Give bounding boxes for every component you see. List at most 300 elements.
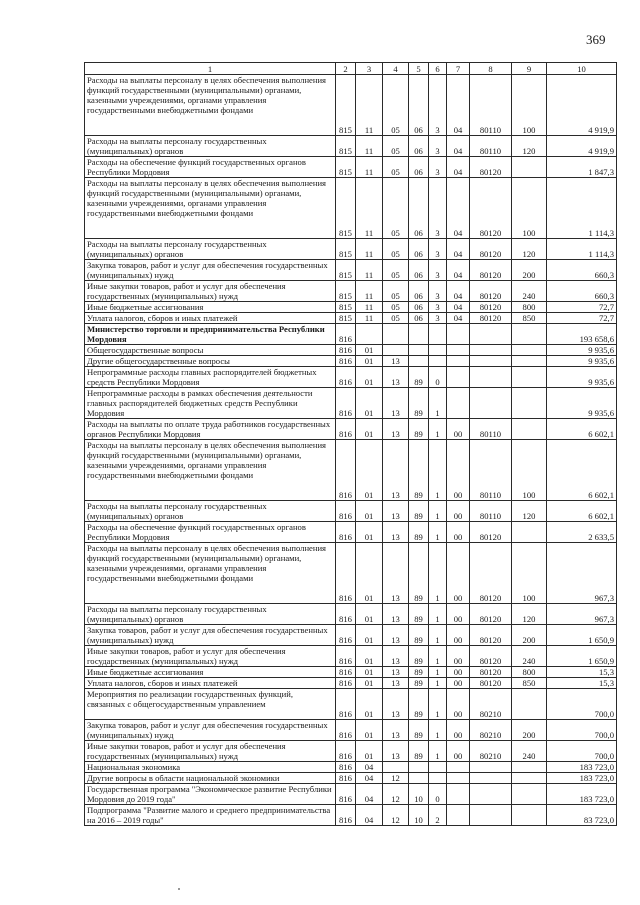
expense-name-cell: Уплата налогов, сборов и иных платежей xyxy=(85,313,336,324)
amount-cell: 2 633,5 xyxy=(547,522,617,543)
direction-code-cell xyxy=(470,784,512,805)
section-cell: 01 xyxy=(356,419,383,440)
section-cell: 11 xyxy=(356,75,383,136)
amount-cell: 700,0 xyxy=(547,720,617,741)
column-header: 5 xyxy=(409,63,429,75)
expense-type-cell xyxy=(512,356,547,367)
program-cell: 06 xyxy=(409,178,429,239)
section-cell: 01 xyxy=(356,678,383,689)
subprogram-cell: 1 xyxy=(429,419,447,440)
program-cell: 89 xyxy=(409,604,429,625)
table-row xyxy=(85,367,617,388)
subsection-cell: 13 xyxy=(383,501,409,522)
section-cell: 11 xyxy=(356,136,383,157)
direction-code-cell: 80120 xyxy=(470,313,512,324)
expense-type-cell: 100 xyxy=(512,75,547,136)
subprogram-cell: 3 xyxy=(429,157,447,178)
amount-cell: 1 847,3 xyxy=(547,157,617,178)
expense-type-cell xyxy=(512,522,547,543)
program-cell: 89 xyxy=(409,501,429,522)
program-cell: 10 xyxy=(409,784,429,805)
subprogram-cell xyxy=(429,773,447,784)
program-cell: 89 xyxy=(409,367,429,388)
page-number: 369 xyxy=(586,32,606,47)
section-cell xyxy=(356,324,383,345)
ministry-code-cell: 815 xyxy=(336,260,356,281)
expense-type-cell: 200 xyxy=(512,625,547,646)
subprogram-cell xyxy=(429,356,447,367)
subsection-cell: 05 xyxy=(383,260,409,281)
amount-cell: 183 723,0 xyxy=(547,784,617,805)
subsection-cell: 05 xyxy=(383,136,409,157)
table-row xyxy=(85,667,617,678)
subsection-cell xyxy=(383,345,409,356)
table-row xyxy=(85,136,617,157)
expense-name-cell: Иные бюджетные ассигнования xyxy=(85,302,336,313)
amount-cell: 4 919,9 xyxy=(547,136,617,157)
expense-name-cell: Другие общегосударственные вопросы xyxy=(85,356,336,367)
program-cell: 06 xyxy=(409,302,429,313)
section-cell: 01 xyxy=(356,501,383,522)
section-cell: 11 xyxy=(356,178,383,239)
subsection-cell: 05 xyxy=(383,75,409,136)
amount-cell: 72,7 xyxy=(547,313,617,324)
event-cell: 00 xyxy=(447,419,470,440)
subprogram-cell: 3 xyxy=(429,260,447,281)
ministry-code-cell: 816 xyxy=(336,522,356,543)
expense-type-cell: 120 xyxy=(512,136,547,157)
subsection-cell: 13 xyxy=(383,356,409,367)
amount-cell: 4 919,9 xyxy=(547,75,617,136)
event-cell: 04 xyxy=(447,302,470,313)
event-cell: 00 xyxy=(447,720,470,741)
expense-name-cell: Закупка товаров, работ и услуг для обеспечения государственных (муниципальных) нужд xyxy=(85,720,336,741)
column-header: 10 xyxy=(547,63,617,75)
subsection-cell: 05 xyxy=(383,157,409,178)
section-cell: 01 xyxy=(356,345,383,356)
section-cell: 11 xyxy=(356,239,383,260)
section-cell: 11 xyxy=(356,157,383,178)
ministry-code-cell: 816 xyxy=(336,646,356,667)
subprogram-cell xyxy=(429,324,447,345)
event-cell xyxy=(447,324,470,345)
expense-name-cell: Расходы на выплаты персоналу в целях обеспечения выполнения функций государственными (муниципальными) органами, казенными учреждениями, органами управления государственными внебюджетными фондами xyxy=(85,75,336,136)
table-row xyxy=(85,302,617,313)
direction-code-cell xyxy=(470,805,512,826)
amount-cell: 700,0 xyxy=(547,741,617,762)
table-row xyxy=(85,345,617,356)
section-cell: 04 xyxy=(356,762,383,773)
program-cell xyxy=(409,773,429,784)
ministry-code-cell: 816 xyxy=(336,440,356,501)
event-cell: 00 xyxy=(447,604,470,625)
ministry-code-cell: 816 xyxy=(336,805,356,826)
event-cell: 00 xyxy=(447,625,470,646)
expense-name-cell: Министерство торговли и предпринимательства Республики Мордовия xyxy=(85,324,336,345)
section-cell: 11 xyxy=(356,302,383,313)
event-cell: 00 xyxy=(447,543,470,604)
direction-code-cell: 80210 xyxy=(470,741,512,762)
direction-code-cell: 80120 xyxy=(470,239,512,260)
subsection-cell: 13 xyxy=(383,388,409,419)
amount-cell: 183 723,0 xyxy=(547,762,617,773)
event-cell: 00 xyxy=(447,501,470,522)
ministry-code-cell: 816 xyxy=(336,543,356,604)
event-cell xyxy=(447,345,470,356)
section-cell: 01 xyxy=(356,367,383,388)
ministry-code-cell: 816 xyxy=(336,689,356,720)
ministry-code-cell: 816 xyxy=(336,625,356,646)
amount-cell: 183 723,0 xyxy=(547,773,617,784)
ministry-code-cell: 816 xyxy=(336,604,356,625)
expense-type-cell xyxy=(512,689,547,720)
subsection-cell: 13 xyxy=(383,419,409,440)
event-cell: 04 xyxy=(447,281,470,302)
table-row xyxy=(85,773,617,784)
section-cell: 04 xyxy=(356,805,383,826)
program-cell: 89 xyxy=(409,419,429,440)
program-cell: 89 xyxy=(409,667,429,678)
ministry-code-cell: 816 xyxy=(336,501,356,522)
subprogram-cell: 1 xyxy=(429,440,447,501)
subprogram-cell: 3 xyxy=(429,302,447,313)
subsection-cell xyxy=(383,324,409,345)
ministry-code-cell: 816 xyxy=(336,388,356,419)
ministry-code-cell: 816 xyxy=(336,324,356,345)
expense-type-cell xyxy=(512,388,547,419)
section-cell: 01 xyxy=(356,667,383,678)
program-cell: 89 xyxy=(409,689,429,720)
table-body xyxy=(85,75,617,826)
event-cell xyxy=(447,784,470,805)
expense-name-cell: Другие вопросы в области национальной экономики xyxy=(85,773,336,784)
table-row xyxy=(85,784,617,805)
subsection-cell: 05 xyxy=(383,313,409,324)
table-row xyxy=(85,543,617,604)
program-cell: 89 xyxy=(409,720,429,741)
expense-type-cell: 200 xyxy=(512,260,547,281)
event-cell: 00 xyxy=(447,678,470,689)
subprogram-cell: 3 xyxy=(429,178,447,239)
subprogram-cell: 1 xyxy=(429,501,447,522)
table-row xyxy=(85,440,617,501)
event-cell: 04 xyxy=(447,239,470,260)
expense-name-cell: Уплата налогов, сборов и иных платежей xyxy=(85,678,336,689)
subsection-cell: 13 xyxy=(383,720,409,741)
subsection-cell: 05 xyxy=(383,281,409,302)
section-cell: 11 xyxy=(356,260,383,281)
table-row xyxy=(85,157,617,178)
table-row xyxy=(85,762,617,773)
table-row xyxy=(85,239,617,260)
expense-name-cell: Национальная экономика xyxy=(85,762,336,773)
subprogram-cell: 1 xyxy=(429,522,447,543)
program-cell: 89 xyxy=(409,741,429,762)
amount-cell: 9 935,6 xyxy=(547,367,617,388)
subprogram-cell: 1 xyxy=(429,678,447,689)
event-cell xyxy=(447,367,470,388)
direction-code-cell xyxy=(470,356,512,367)
program-cell: 06 xyxy=(409,281,429,302)
subprogram-cell: 3 xyxy=(429,136,447,157)
program-cell: 06 xyxy=(409,260,429,281)
table-row xyxy=(85,604,617,625)
expense-name-cell: Общегосударственные вопросы xyxy=(85,345,336,356)
ministry-code-cell: 816 xyxy=(336,762,356,773)
subprogram-cell: 1 xyxy=(429,388,447,419)
event-cell: 04 xyxy=(447,313,470,324)
subprogram-cell: 1 xyxy=(429,543,447,604)
event-cell xyxy=(447,356,470,367)
expense-type-cell: 120 xyxy=(512,604,547,625)
expense-name-cell: Расходы на обеспечение функций государственных органов Республики Мордовия xyxy=(85,522,336,543)
program-cell: 89 xyxy=(409,625,429,646)
subprogram-cell: 1 xyxy=(429,625,447,646)
direction-code-cell: 80120 xyxy=(470,302,512,313)
table-row xyxy=(85,625,617,646)
expense-name-cell: Расходы на выплаты персоналу в целях обеспечения выполнения функций государственными (муниципальными) органами, казенными учреждениями, органами управления государственными внебюджетными фондами xyxy=(85,543,336,604)
ministry-code-cell: 816 xyxy=(336,667,356,678)
program-cell: 89 xyxy=(409,522,429,543)
table-row xyxy=(85,419,617,440)
direction-code-cell xyxy=(470,324,512,345)
amount-cell: 9 935,6 xyxy=(547,345,617,356)
table-row xyxy=(85,178,617,239)
event-cell: 04 xyxy=(447,260,470,281)
expense-name-cell: Расходы на выплаты по оплате труда работников государственных органов Республики Мордовия xyxy=(85,419,336,440)
program-cell xyxy=(409,345,429,356)
table-row xyxy=(85,522,617,543)
table-row xyxy=(85,805,617,826)
expense-name-cell: Расходы на выплаты персоналу государственных (муниципальных) органов xyxy=(85,239,336,260)
expense-type-cell xyxy=(512,345,547,356)
amount-cell: 72,7 xyxy=(547,302,617,313)
section-cell: 01 xyxy=(356,543,383,604)
expense-name-cell: Расходы на выплаты персоналу государственных (муниципальных) органов xyxy=(85,501,336,522)
subsection-cell: 12 xyxy=(383,784,409,805)
table-row xyxy=(85,678,617,689)
ministry-code-cell: 816 xyxy=(336,419,356,440)
expense-name-cell: Расходы на выплаты персоналу в целях обеспечения выполнения функций государственными (муниципальными) органами, казенными учреждениями, органами управления государственными внебюджетными фондами xyxy=(85,178,336,239)
direction-code-cell xyxy=(470,345,512,356)
subsection-cell: 13 xyxy=(383,625,409,646)
expense-type-cell: 100 xyxy=(512,543,547,604)
subsection-cell: 13 xyxy=(383,604,409,625)
ministry-code-cell: 816 xyxy=(336,367,356,388)
direction-code-cell: 80120 xyxy=(470,281,512,302)
section-cell: 04 xyxy=(356,784,383,805)
subprogram-cell: 3 xyxy=(429,75,447,136)
expense-type-cell xyxy=(512,805,547,826)
table-row xyxy=(85,388,617,419)
ministry-code-cell: 815 xyxy=(336,178,356,239)
event-cell xyxy=(447,773,470,784)
table-row xyxy=(85,689,617,720)
event-cell xyxy=(447,805,470,826)
direction-code-cell: 80120 xyxy=(470,667,512,678)
section-cell: 01 xyxy=(356,741,383,762)
subsection-cell: 13 xyxy=(383,440,409,501)
program-cell: 06 xyxy=(409,75,429,136)
event-cell: 00 xyxy=(447,440,470,501)
program-cell: 89 xyxy=(409,678,429,689)
section-cell: 04 xyxy=(356,773,383,784)
section-cell: 01 xyxy=(356,440,383,501)
section-cell: 11 xyxy=(356,313,383,324)
expense-name-cell: Закупка товаров, работ и услуг для обеспечения государственных (муниципальных) нужд xyxy=(85,625,336,646)
expense-type-cell xyxy=(512,773,547,784)
amount-cell: 6 602,1 xyxy=(547,419,617,440)
program-cell: 89 xyxy=(409,543,429,604)
event-cell xyxy=(447,388,470,419)
expense-type-cell xyxy=(512,157,547,178)
subprogram-cell: 1 xyxy=(429,667,447,678)
ministry-code-cell: 816 xyxy=(336,720,356,741)
subsection-cell: 13 xyxy=(383,678,409,689)
expense-name-cell: Непрограммные расходы в рамках обеспечения деятельности главных распорядителей бюджетных средств Республики Мордовия xyxy=(85,388,336,419)
scan-speck xyxy=(178,888,180,890)
column-header: 2 xyxy=(336,63,356,75)
expense-type-cell: 240 xyxy=(512,646,547,667)
section-cell: 01 xyxy=(356,604,383,625)
ministry-code-cell: 816 xyxy=(336,345,356,356)
program-cell: 06 xyxy=(409,313,429,324)
amount-cell: 193 658,6 xyxy=(547,324,617,345)
expense-name-cell: Иные бюджетные ассигнования xyxy=(85,667,336,678)
subprogram-cell: 3 xyxy=(429,281,447,302)
column-header: 3 xyxy=(356,63,383,75)
program-cell xyxy=(409,762,429,773)
amount-cell: 1 114,3 xyxy=(547,178,617,239)
subsection-cell: 13 xyxy=(383,543,409,604)
amount-cell: 83 723,0 xyxy=(547,805,617,826)
section-cell: 01 xyxy=(356,356,383,367)
expense-name-cell: Непрограммные расходы главных распорядителей бюджетных средств Республики Мордовия xyxy=(85,367,336,388)
amount-cell: 15,3 xyxy=(547,667,617,678)
section-cell: 01 xyxy=(356,388,383,419)
ministry-code-cell: 815 xyxy=(336,281,356,302)
subprogram-cell: 1 xyxy=(429,720,447,741)
table-row xyxy=(85,646,617,667)
table-row xyxy=(85,313,617,324)
amount-cell: 967,3 xyxy=(547,604,617,625)
subsection-cell: 13 xyxy=(383,689,409,720)
expense-type-cell: 120 xyxy=(512,239,547,260)
amount-cell: 1 114,3 xyxy=(547,239,617,260)
amount-cell: 15,3 xyxy=(547,678,617,689)
program-cell: 06 xyxy=(409,239,429,260)
section-cell: 01 xyxy=(356,720,383,741)
amount-cell: 9 935,6 xyxy=(547,388,617,419)
expense-type-cell xyxy=(512,784,547,805)
subprogram-cell: 1 xyxy=(429,741,447,762)
expense-name-cell: Иные закупки товаров, работ и услуг для обеспечения государственных (муниципальных) нужд xyxy=(85,741,336,762)
subprogram-cell: 2 xyxy=(429,805,447,826)
expense-type-cell xyxy=(512,324,547,345)
subsection-cell: 13 xyxy=(383,522,409,543)
expense-type-cell: 850 xyxy=(512,313,547,324)
table-row xyxy=(85,281,617,302)
event-cell: 04 xyxy=(447,178,470,239)
direction-code-cell: 80120 xyxy=(470,646,512,667)
expense-name-cell: Иные закупки товаров, работ и услуг для обеспечения государственных (муниципальных) нужд xyxy=(85,646,336,667)
table-row xyxy=(85,75,617,136)
program-cell xyxy=(409,324,429,345)
expense-name-cell: Закупка товаров, работ и услуг для обеспечения государственных (муниципальных) нужд xyxy=(85,260,336,281)
subprogram-cell xyxy=(429,345,447,356)
expense-type-cell: 800 xyxy=(512,667,547,678)
subprogram-cell: 1 xyxy=(429,646,447,667)
subprogram-cell: 3 xyxy=(429,239,447,260)
ministry-code-cell: 816 xyxy=(336,678,356,689)
table-row xyxy=(85,324,617,345)
direction-code-cell: 80110 xyxy=(470,440,512,501)
program-cell: 10 xyxy=(409,805,429,826)
subprogram-cell xyxy=(429,762,447,773)
ministry-code-cell: 815 xyxy=(336,157,356,178)
table-row xyxy=(85,741,617,762)
expense-name-cell: Расходы на обеспечение функций государственных органов Республики Мордовия xyxy=(85,157,336,178)
direction-code-cell: 80120 xyxy=(470,157,512,178)
column-header: 1 xyxy=(85,63,336,75)
ministry-code-cell: 816 xyxy=(336,356,356,367)
subsection-cell: 05 xyxy=(383,178,409,239)
section-cell: 01 xyxy=(356,522,383,543)
amount-cell: 6 602,1 xyxy=(547,501,617,522)
ministry-code-cell: 815 xyxy=(336,239,356,260)
amount-cell: 1 650,9 xyxy=(547,646,617,667)
column-header: 9 xyxy=(512,63,547,75)
expense-name-cell: Расходы на выплаты персоналу государственных (муниципальных) органов xyxy=(85,604,336,625)
expense-name-cell: Подпрограмма "Развитие малого и среднего предпринимательства на 2016 – 2019 годы" xyxy=(85,805,336,826)
expense-type-cell xyxy=(512,419,547,440)
program-cell: 89 xyxy=(409,388,429,419)
expense-type-cell xyxy=(512,367,547,388)
subsection-cell: 05 xyxy=(383,302,409,313)
table-header xyxy=(85,63,617,75)
expense-type-cell: 200 xyxy=(512,720,547,741)
event-cell: 00 xyxy=(447,522,470,543)
program-cell: 06 xyxy=(409,157,429,178)
direction-code-cell: 80120 xyxy=(470,543,512,604)
expense-name-cell: Государственная программа "Экономическое развитие Республики Мордовия до 2019 года" xyxy=(85,784,336,805)
direction-code-cell: 80120 xyxy=(470,178,512,239)
header-row xyxy=(85,63,617,75)
expense-name-cell: Мероприятия по реализации государственных функций, связанных с общегосударственным управлением xyxy=(85,689,336,720)
amount-cell: 660,3 xyxy=(547,260,617,281)
event-cell: 00 xyxy=(447,741,470,762)
ministry-code-cell: 816 xyxy=(336,784,356,805)
subsection-cell: 13 xyxy=(383,741,409,762)
ministry-code-cell: 815 xyxy=(336,302,356,313)
expense-type-cell: 800 xyxy=(512,302,547,313)
event-cell: 00 xyxy=(447,689,470,720)
section-cell: 01 xyxy=(356,625,383,646)
expense-type-cell: 850 xyxy=(512,678,547,689)
subprogram-cell: 1 xyxy=(429,689,447,720)
section-cell: 01 xyxy=(356,646,383,667)
direction-code-cell: 80110 xyxy=(470,419,512,440)
direction-code-cell: 80120 xyxy=(470,522,512,543)
expense-name-cell: Иные закупки товаров, работ и услуг для обеспечения государственных (муниципальных) нужд xyxy=(85,281,336,302)
table-row xyxy=(85,260,617,281)
table-row xyxy=(85,501,617,522)
program-cell: 06 xyxy=(409,136,429,157)
ministry-code-cell: 815 xyxy=(336,136,356,157)
subsection-cell xyxy=(383,762,409,773)
amount-cell: 1 650,9 xyxy=(547,625,617,646)
section-cell: 01 xyxy=(356,689,383,720)
